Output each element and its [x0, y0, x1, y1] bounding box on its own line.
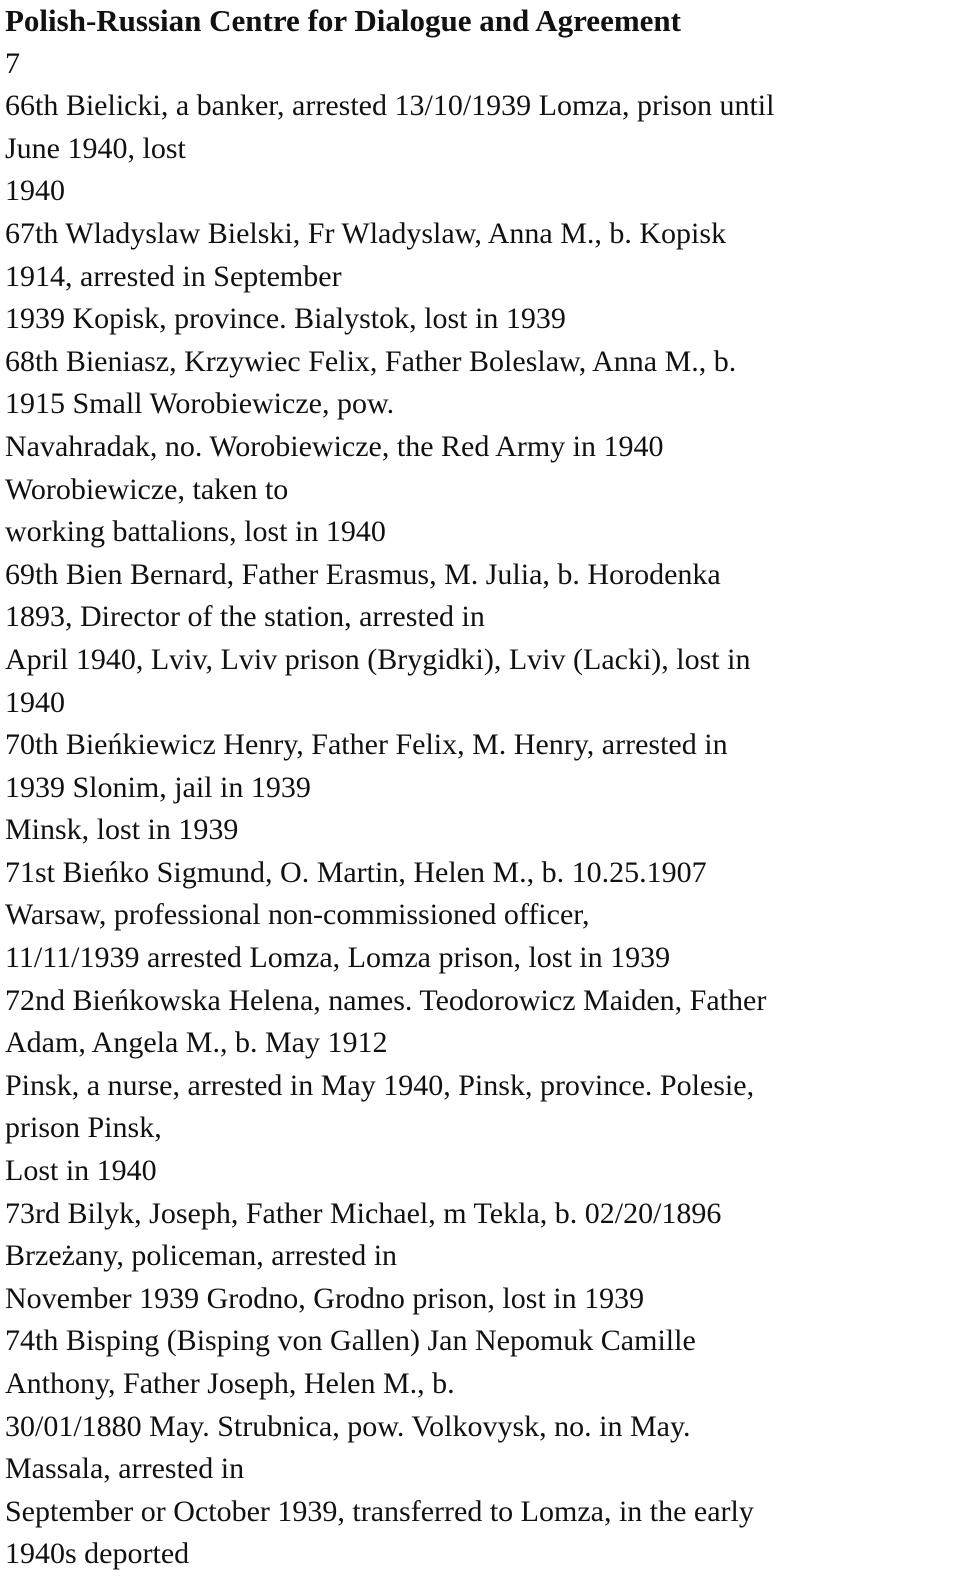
text-line: 1915 Small Worobiewicze, pow.	[5, 387, 395, 421]
text-line: Worobiewicze, taken to	[5, 472, 289, 506]
text-line: 1940	[5, 685, 65, 719]
text-line: November 1939 Grodno, Grodno prison, lost in 1939	[5, 1281, 645, 1315]
document-title: Polish-Russian Centre for Dialogue and Agreement	[5, 3, 681, 38]
text-line: April 1940, Lviv, Lviv prison (Brygidki), Lviv (Lacki), lost in	[5, 642, 751, 676]
text-line: Pinsk, a nurse, arrested in May 1940, Pinsk, province. Polesie,	[5, 1068, 755, 1102]
text-line: Brzeżany, policeman, arrested in	[5, 1239, 398, 1273]
text-line: 72nd Bieńkowska Helena, names. Teodorowicz Maiden, Father	[5, 983, 767, 1017]
text-line: 11/11/1939 arrested Lomza, Lomza prison, lost in 1939	[5, 941, 671, 975]
text-line: 1893, Director of the station, arrested in	[5, 600, 485, 634]
text-line: 70th Bieńkiewicz Henry, Father Felix, M. Henry, arrested in	[5, 728, 728, 762]
document-page	[5, 0, 955, 1576]
text-line: 1940s deported	[5, 1537, 190, 1571]
text-line: Adam, Angela M., b. May 1912	[5, 1026, 388, 1060]
text-line: 1939 Kopisk, province. Bialystok, lost in 1939	[5, 302, 566, 336]
text-line: working battalions, lost in 1940	[5, 515, 386, 549]
text-line: 1940	[5, 174, 65, 208]
text-line: 1939 Slonim, jail in 1939	[5, 770, 311, 804]
text-line: September or October 1939, transferred to Lomza, in the early	[5, 1494, 754, 1528]
text-line: Navahradak, no. Worobiewicze, the Red Army in 1940	[5, 429, 664, 463]
text-line: Minsk, lost in 1939	[5, 813, 239, 847]
text-line: Warsaw, professional non-commissioned officer,	[5, 898, 590, 932]
text-line: 30/01/1880 May. Strubnica, pow. Volkovysk, no. in May.	[5, 1409, 691, 1443]
text-line: Lost in 1940	[5, 1154, 157, 1188]
text-line: Massala, arrested in	[5, 1452, 245, 1486]
text-line: 74th Bisping (Bisping von Gallen) Jan Nepomuk Camille	[5, 1324, 696, 1358]
text-line: Anthony, Father Joseph, Helen M., b.	[5, 1367, 455, 1400]
text-line: 73rd Bilyk, Joseph, Father Michael, m Tekla, b. 02/20/1896	[5, 1196, 722, 1230]
text-line: 71st Bieńko Sigmund, O. Martin, Helen M., b. 10.25.1907	[5, 855, 707, 889]
text-line: June 1940, lost	[5, 131, 186, 165]
page-number: 7	[5, 46, 20, 80]
text-line: 66th Bielicki, a banker, arrested 13/10/1939 Lomza, prison until	[5, 89, 775, 123]
text-line: 69th Bien Bernard, Father Erasmus, M. Julia, b. Horodenka	[5, 557, 721, 591]
text-line: 1914, arrested in September	[5, 259, 342, 293]
text-line: prison Pinsk,	[5, 1111, 162, 1145]
text-line: 67th Wladyslaw Bielski, Fr Wladyslaw, Anna M., b. Kopisk	[5, 216, 727, 250]
text-line: 68th Bieniasz, Krzywiec Felix, Father Boleslaw, Anna M., b.	[5, 344, 737, 378]
